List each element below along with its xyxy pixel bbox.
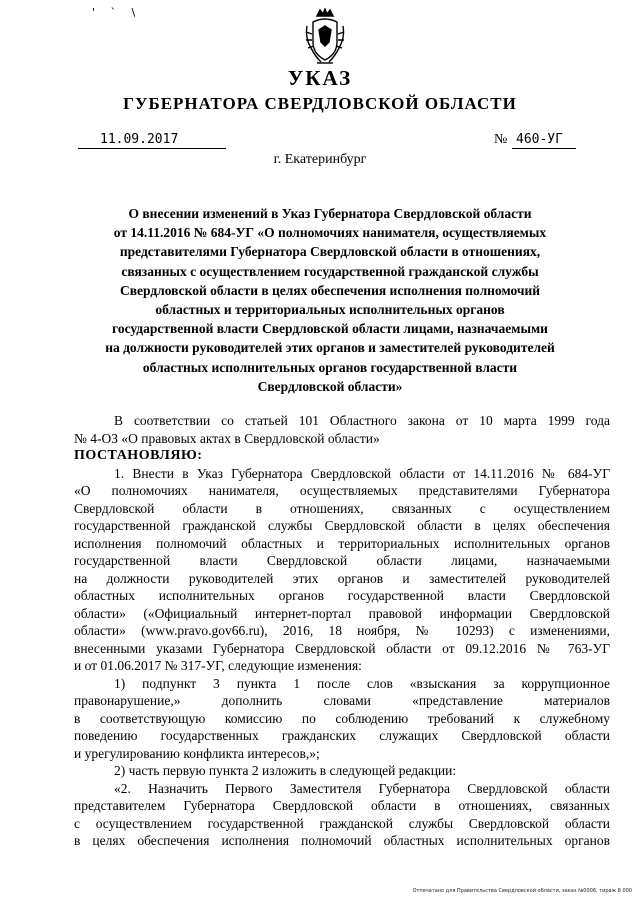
body-line: области» (www.pravo.gov66.ru), 2016, 18 ноября, № 10293) с изменениями, xyxy=(74,623,610,638)
body-line: исполнения полномочий областных и территориальных исполнительных органов xyxy=(74,535,610,551)
body-line: 2) часть первую пункта 2 изложить в следующей редакции: xyxy=(114,763,457,778)
body-line: и от 01.06.2017 № 317-УГ, следующие изменения: xyxy=(74,658,362,673)
heading-line: Свердловской области» xyxy=(257,378,403,394)
heading-line: Свердловской области в целях обеспечения исполнения полномочий xyxy=(119,282,541,298)
body-line: правонарушение,» дополнить словами «представление материалов xyxy=(74,693,610,708)
body-line: областных исполнительных органов государственной власти Свердловской xyxy=(74,588,610,603)
body-line: в соответствующую комиссию по соблюдению требований к служебному xyxy=(74,710,610,726)
print-footer: Отпечатано для Правительства Свердловской области, заказ №0006, тираж 8 000 xyxy=(412,888,632,894)
heading-line: связанных с осуществлением государственной гражданской службы xyxy=(121,263,539,279)
body-line: № 4-ОЗ «О правовых актах в Свердловской области» xyxy=(74,430,380,446)
body-line: на должности руководителей этих органов и заместителей руководителей xyxy=(74,570,610,586)
number-label: № xyxy=(494,132,508,147)
heading-line: областных и территориальных исполнительных органов xyxy=(155,302,505,318)
heading-line: представителями Губернатора Свердловской области в отношениях, xyxy=(119,244,541,260)
document-title: УКАЗ xyxy=(287,66,353,90)
body-line: 1) подпункт 3 пункта 1 после слов «взыскания за коррупционное xyxy=(114,675,610,691)
body-line: «О полномочиях нанимателя, осуществляемых представителями Губернатора xyxy=(74,483,610,498)
heading-line: на должности руководителей этих органов и заместителей руководителей xyxy=(105,340,555,356)
body-line: внесенными указами Губернатора Свердловской области от 09.12.2016 № 763-УГ xyxy=(74,640,610,656)
body-line: В соответствии со статьей 101 Областного закона от 10 марта 1999 года xyxy=(114,413,610,428)
body-line: Свердловской области в отношениях, связанных с осуществлением xyxy=(74,500,610,516)
decree-keyword: ПОСТАНОВЛЯЮ: xyxy=(74,448,203,463)
heading-line: областных исполнительных органов государственной власти xyxy=(142,359,518,375)
body-line: и урегулированию конфликта интересов,»; xyxy=(74,745,320,761)
document-date: 11.09.2017 xyxy=(100,132,179,147)
body-line: поведению государственных гражданских служащих Свердловской области xyxy=(74,728,610,743)
document-subtitle: ГУБЕРНАТОРА СВЕРДЛОВСКОЙ ОБЛАСТИ xyxy=(123,94,517,113)
body-line: 1. Внести в Указ Губернатора Свердловской области от 14.11.2016 № 684-УГ xyxy=(114,465,610,481)
document-city: г. Екатеринбург xyxy=(273,152,367,167)
number-underline xyxy=(512,148,576,149)
body-line: государственной власти Свердловской области лицами, назначаемыми xyxy=(74,553,610,568)
body-line: государственной гражданской службы Свердловской области в целях обеспечения xyxy=(74,518,610,533)
document-heading xyxy=(80,204,580,396)
coat-of-arms-icon xyxy=(303,8,347,66)
body-line: представителем Губернатора Свердловской области в отношениях, связанных xyxy=(74,798,610,813)
body-line: с осуществлением государственной гражданской службы Свердловской области xyxy=(74,815,610,831)
heading-line: от 14.11.2016 № 684-УГ «О полномочиях нанимателя, осуществляемых xyxy=(113,225,547,241)
document-number: 460-УГ xyxy=(516,132,563,147)
heading-line: О внесении изменений в Указ Губернатора Свердловской области xyxy=(128,206,532,221)
body-line: области» («Официальный интернет-портал правовой информации Свердловской xyxy=(74,605,610,621)
body-line: «2. Назначить Первого Заместителя Губернатора Свердловской области xyxy=(114,780,610,796)
heading-line: государственной власти Свердловской области лицами, назначаемыми xyxy=(112,321,548,337)
stray-marks: ' ` \ xyxy=(92,6,142,19)
body-line: в целях обеспечения исполнения полномочий областных исполнительных органов xyxy=(74,833,610,848)
document-body xyxy=(74,412,610,850)
date-underline xyxy=(78,148,226,149)
